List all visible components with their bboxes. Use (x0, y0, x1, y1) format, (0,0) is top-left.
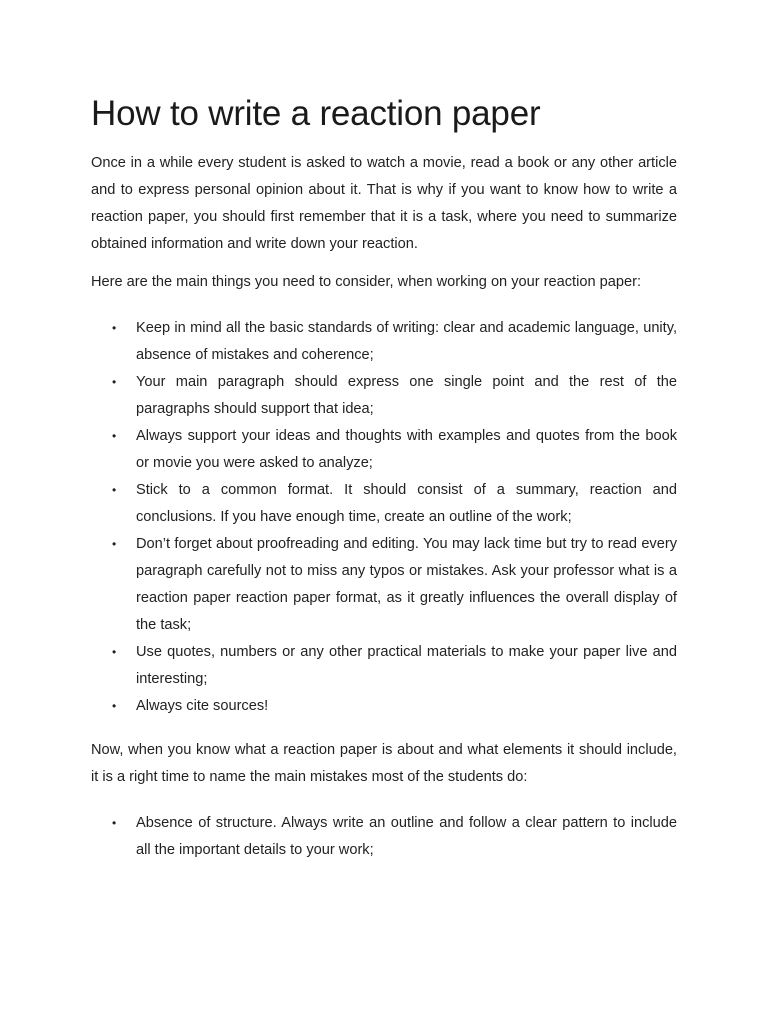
bullet-icon: • (112, 375, 117, 389)
list-item-text: Use quotes, numbers or any other practical materials to make your paper live and interesting; (136, 644, 677, 687)
closing-paragraph: Now, when you know what a reaction paper is about and what elements it should include, it is a right time to name the main mistakes most of the students do: (91, 742, 677, 785)
bullet-icon: • (112, 321, 117, 335)
list-item (91, 639, 677, 693)
list-item-text: Always cite sources! (136, 698, 269, 714)
tips-list (91, 315, 677, 720)
bullet-icon: • (112, 429, 117, 443)
list-item (91, 369, 677, 423)
lead-paragraph: Here are the main things you need to consider, when working on your reaction paper: (91, 274, 642, 290)
list-item (91, 693, 677, 720)
bullet-icon: • (112, 483, 117, 497)
list-item-text: Your main paragraph should express one single point and the rest of the paragraphs should support that idea; (136, 374, 677, 417)
list-item (91, 477, 677, 531)
page-title: How to write a reaction paper (91, 94, 541, 133)
list-item-text: Don’t forget about proofreading and editing. You may lack time but try to read every paragraph carefully not to miss any typos or mistakes. Ask your professor what is a reaction paper reaction paper format, as it greatly influences the overall display of the task; (136, 536, 677, 633)
list-item-text: Stick to a common format. It should consist of a summary, reaction and conclusions. If you have enough time, create an outline of the work; (136, 482, 677, 525)
list-item-text: Absence of structure. Always write an outline and follow a clear pattern to include all the important details to your work; (136, 815, 677, 858)
list-item (91, 315, 677, 369)
list-item (91, 810, 677, 864)
list-item-text: Keep in mind all the basic standards of writing: clear and academic language, unity, absence of mistakes and coherence; (136, 320, 677, 363)
document-page (91, 90, 677, 864)
list-item (91, 423, 677, 477)
bullet-icon: • (112, 699, 117, 713)
list-item (91, 531, 677, 639)
bullet-icon: • (112, 816, 117, 830)
mistakes-list (91, 810, 677, 864)
bullet-icon: • (112, 537, 117, 551)
intro-paragraph: Once in a while every student is asked to watch a movie, read a book or any other article and to express personal opinion about it. That is why if you want to know how to write a reaction paper, you should first remember that it is a task, where you need to summarize obtained information and write down your reaction. (91, 155, 677, 252)
bullet-icon: • (112, 645, 117, 659)
list-item-text: Always support your ideas and thoughts with examples and quotes from the book or movie you were asked to analyze; (136, 428, 677, 471)
